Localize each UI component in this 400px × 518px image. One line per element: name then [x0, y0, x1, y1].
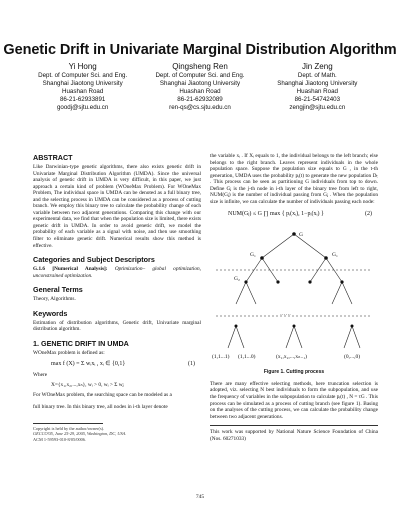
- author-road: Huashan Road: [62, 88, 104, 95]
- equation-1-number: (1): [188, 361, 195, 368]
- keywords-section: [33, 309, 201, 333]
- level-1-node-label: G₁: [332, 252, 338, 259]
- author-2: [141, 62, 258, 112]
- right-para-1: the variable xᵢ . If Xᵢ equals to 1, the individual belongs to the left branch; else belongs to the right branch. Leaves represent individuals in the whole population space. Suppose the population size equals to G , in the t-th generation, UMDA uses the probability pᵢ(t) to generate the new population Dₜ . This process can be seen as partitioning G individuals from top to down. Define Gⱼ is the j-th node in i-th layer of the binary tree from left to right, NUM(Gⱼ) is the number of individual passing from Gⱼ . When the population size is infinite, we can calculate the number of individuals passing each node:: [210, 153, 378, 205]
- figure-1-caption: Figure 1. Cutting process: [263, 369, 325, 376]
- acknowledgement-rule: [210, 425, 378, 426]
- right-column: [210, 153, 378, 442]
- leaf-label: (x₁,x₂,...,xₙ₋₁): [276, 354, 308, 361]
- author-phone: 86-21-62932089: [177, 96, 223, 103]
- equation-1: [33, 356, 201, 372]
- author-road: Huashan Road: [179, 88, 221, 95]
- section-1-para-1: For WOneMax problem, the searching space can be modeled as a: [33, 391, 172, 398]
- categories-code: G.1.6 [Numerical Analysis]:: [33, 266, 108, 273]
- author-dept: Dept. of Math.: [297, 72, 337, 79]
- leaf-label: (0,...,0): [344, 354, 361, 361]
- equation-2-number: (2): [365, 211, 372, 218]
- author-block: [24, 62, 376, 112]
- author-phone: 86-21-62933891: [59, 96, 106, 103]
- paper-title: Genetic Drift in Univariate Marginal Distribution Algorithm: [3, 42, 397, 58]
- equation-1-body: max f (X) = Σ wᵢxᵢ , xᵢ ∈ {0,1}: [51, 361, 126, 368]
- author-univ: Shanghai Jiaotong University: [277, 80, 358, 87]
- left-column: [33, 153, 201, 442]
- copyright-footnote: [33, 426, 201, 442]
- weight-definition: [33, 379, 201, 392]
- level-1-node-label: G₁: [250, 252, 256, 259]
- footnote-line: Copyright is held by the author/owner(s).: [33, 426, 105, 432]
- author-univ: Shanghai Jiaotong University: [159, 80, 241, 87]
- where-label: Where: [33, 372, 48, 379]
- categories-heading: Categories and Subject Descriptors: [33, 255, 155, 265]
- terms-heading: General Terms: [33, 285, 83, 295]
- author-name: Jin Zeng: [301, 62, 333, 71]
- author-name: Qingsheng Ren: [172, 62, 228, 71]
- footnote-rule: [33, 423, 103, 424]
- section-1: [33, 339, 201, 411]
- level-2-node-label: G₂: [234, 276, 240, 283]
- author-3: [259, 62, 376, 112]
- leaf-label: (1,1...1): [212, 354, 230, 361]
- author-email[interactable]: zengjin@sjtu.edu.cn: [289, 104, 346, 111]
- section-1-heading: 1. GENETIC DRIFT IN UMDA: [33, 338, 129, 348]
- equation-2-body: NUM(Gⱼ) ≤ G ∏ max { pᵢ(xᵢ), 1−pᵢ(xᵢ) }: [228, 211, 324, 218]
- author-email[interactable]: ren-qs@cs.sjtu.edu.cn: [169, 104, 231, 111]
- page-number: 745: [195, 494, 205, 500]
- categories-desc: Optimization– global optimization, unconstrained optimization.: [33, 266, 201, 279]
- author-email[interactable]: goodj@sjtu.edu.cn: [56, 104, 109, 111]
- footnote-line: ACM 1-59593-010-8/05/0006.: [33, 436, 86, 442]
- weight-definition-body: X={x₁,x₂,...,xₙ}, wᵢ > 0, wᵢ > Σ wⱼ: [51, 382, 124, 389]
- cutting-process-tree: [210, 226, 378, 368]
- keywords-text: Estimation of distribution algorithms, Genetic drift, Univariate marginal distribution algorithm.: [33, 319, 201, 333]
- equation-2: [210, 205, 378, 223]
- terms-text: Theory, Algorithms.: [33, 296, 76, 303]
- keywords-heading: Keywords: [33, 308, 68, 318]
- figure-1: [210, 226, 378, 368]
- author-1: [24, 62, 141, 112]
- terms-section: [33, 285, 201, 303]
- author-dept: Dept. of Computer Sci. and Eng.: [38, 72, 128, 79]
- footnote-line: GECCO'05, June 25-29, 2005, Washington, DC, USA.: [33, 431, 127, 437]
- root-node-label: G: [299, 232, 303, 239]
- abstract-text: Like Darwinian-type genetic algorithms, there also exists genetic drift in Univariate Marginal Distribution Algorithm (UMDA). Since the universal analysis of genetic drift in UMDA is very difficult, in this paper, we just approach a certain kind of problem (WOneMax Problem). For WOneMax Problem, The individual space in UMDA can be denoted as a full binary tree, and the selecting process in UMDA can be considered as a process of cutting branch. We employ this binary tree to calculate the probability change of each variable between two adjacent generations. Comparing this change with our experimental data, we find that when the population size is limited, there exists genetic drift in UMDA. In order to avoid genetic drift, we model the probability of each variable as a signal with noise, and then use smoothing filter to eliminate genetic drift. Numerical results show this method is effective.: [33, 164, 201, 249]
- section-1-intro: WOneMax problem is defined as:: [33, 349, 105, 356]
- acknowledgement-text: This work was supported by National Nature Science Foundation of China (Nos. 60271033): [210, 429, 378, 442]
- author-road: Huashan Road: [296, 88, 338, 95]
- categories-section: [33, 255, 201, 279]
- leaf-label: (1,1...0): [238, 354, 256, 361]
- section-1-para-2: full binary tree. In this binary tree, all nodes in i-th layer denote: [33, 404, 168, 411]
- abstract-heading: ABSTRACT: [33, 153, 73, 162]
- author-phone: 86-21-54742403: [294, 96, 341, 103]
- author-dept: Dept. of Computer Sci. and Eng.: [155, 72, 245, 79]
- categories-text: [33, 266, 201, 279]
- ellipsis-label: ······: [280, 312, 291, 319]
- author-name: Yi Hong: [68, 62, 97, 71]
- author-univ: Shanghai Jiaotong University: [42, 80, 123, 87]
- right-para-2: There are many effective selecting methods, here truncation selection is adopted, viz. selecting N best individuals to form the subpopulation, and use the frequency of variables in the subpopulation to calculate pᵢ(t) , N = τG . This process can be simulated as a process of cutting branch (see figure 1). Basing on the analyses of the cutting process, we can calculate the probability change between two adjacent generations.: [210, 380, 378, 420]
